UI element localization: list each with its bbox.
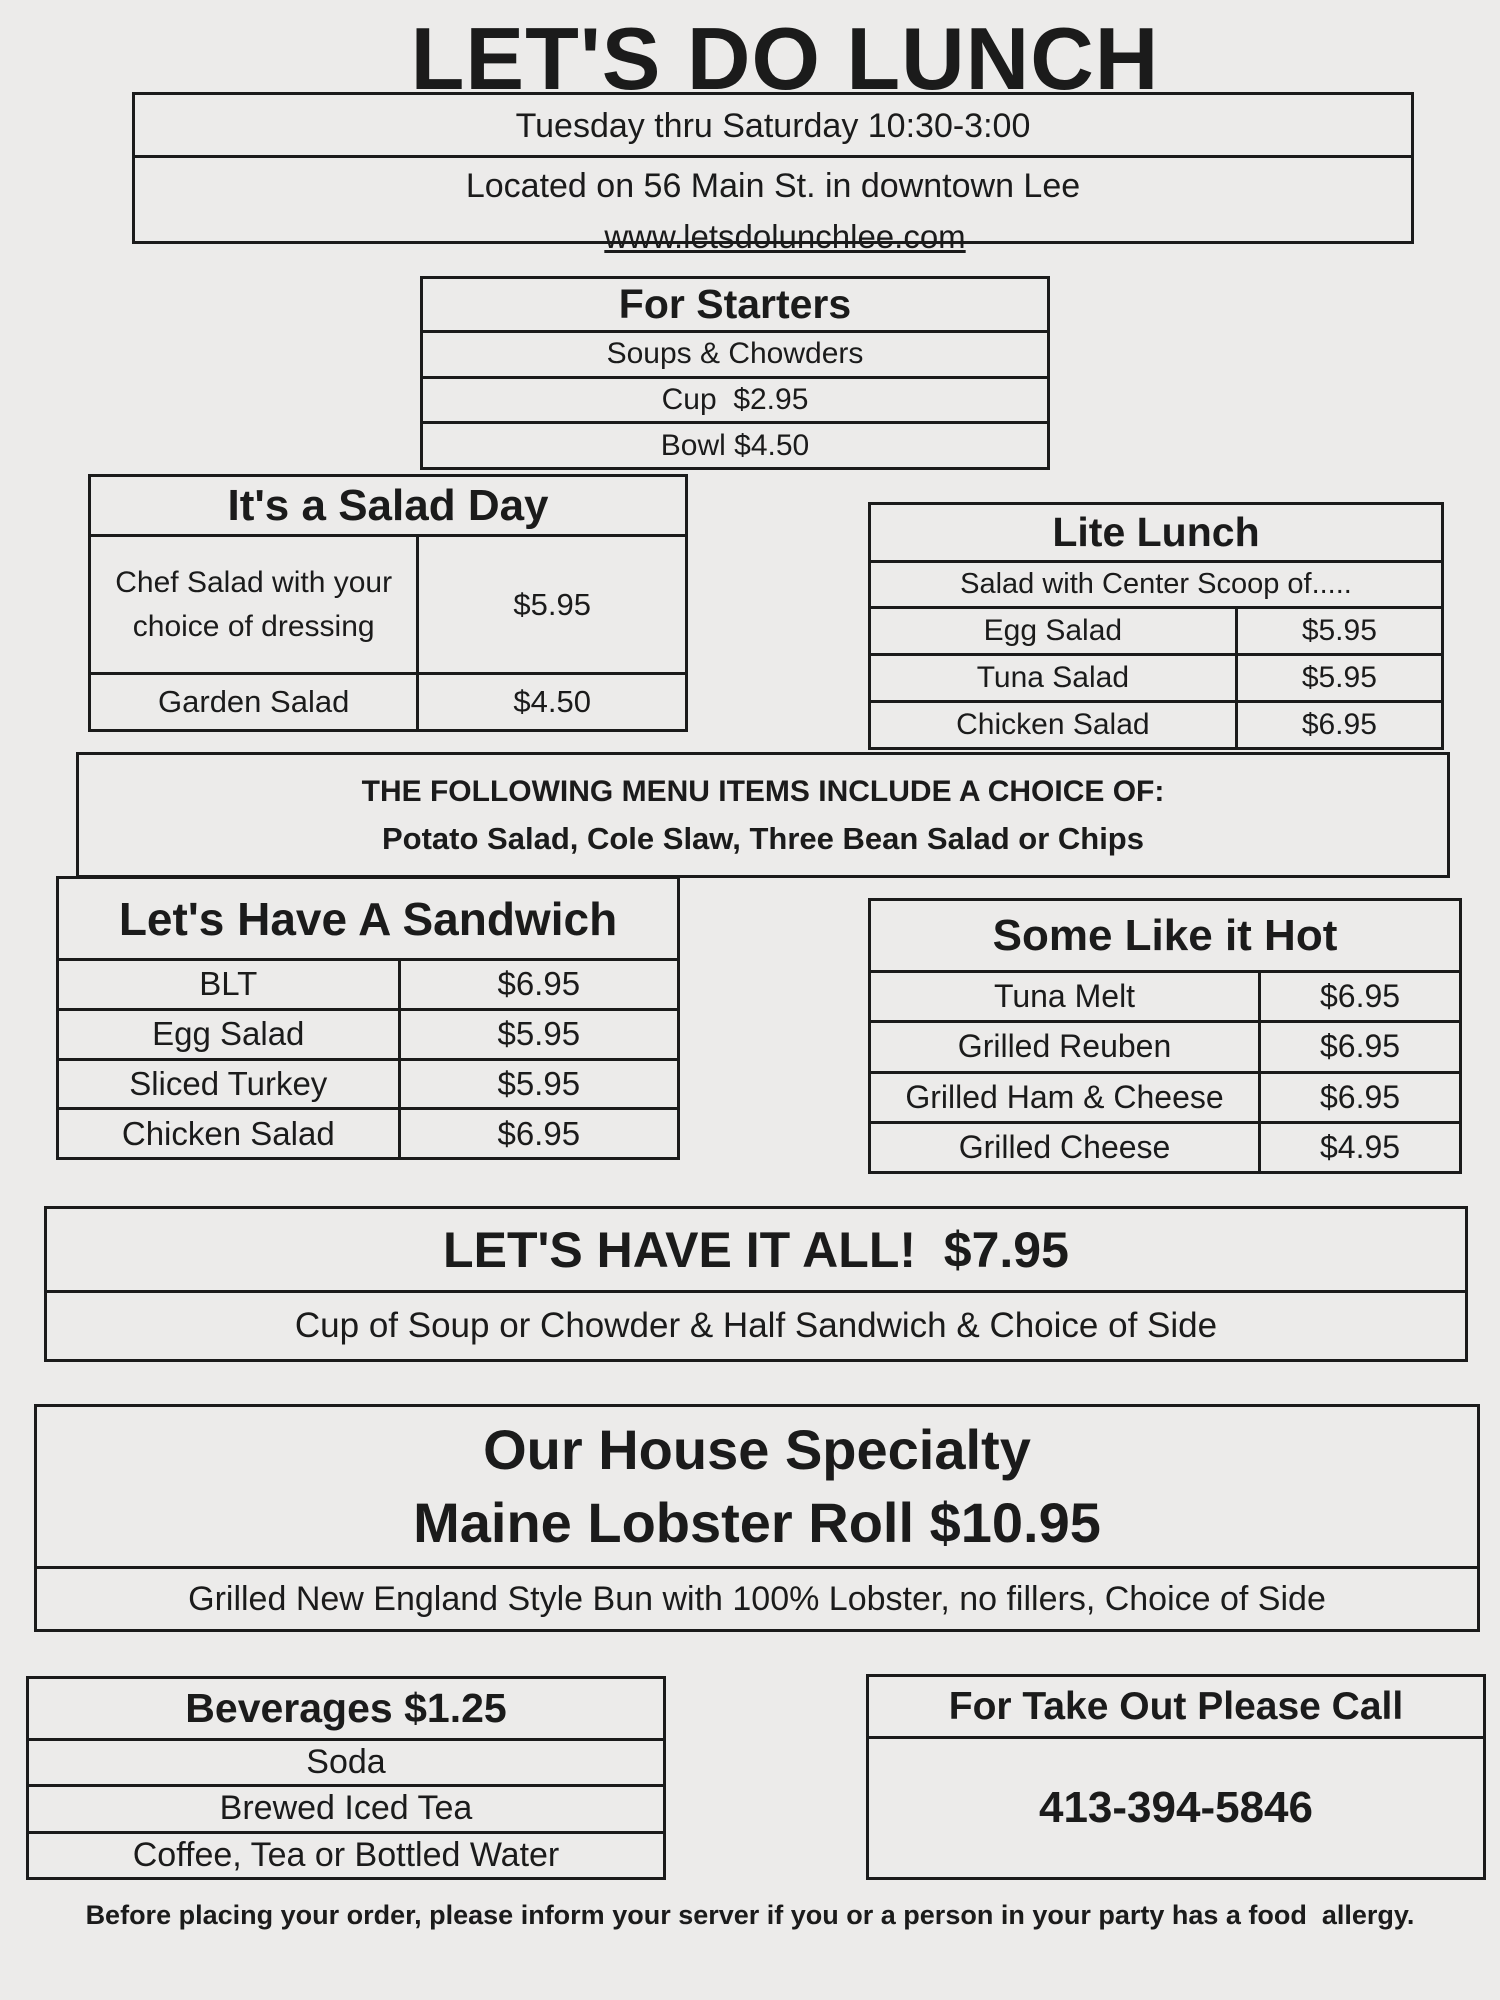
grilled-ham-cheese-name: Grilled Ham & Cheese — [870, 1072, 1260, 1122]
takeout-table — [866, 1674, 1486, 1880]
lite-lunch-subtitle: Salad with Center Scoop of..... — [870, 562, 1443, 608]
specialty-label: Our House Specialty — [483, 1417, 1031, 1481]
lite-lunch-title: Lite Lunch — [870, 504, 1443, 562]
starters-table — [420, 276, 1050, 470]
have-it-all-section — [44, 1206, 1468, 1362]
starters-section — [420, 276, 1050, 470]
starters-cup: Cup $2.95 — [422, 377, 1049, 423]
beverage-iced-tea: Brewed Iced Tea — [28, 1786, 665, 1832]
have-it-all-table — [44, 1206, 1468, 1362]
specialty-table — [34, 1404, 1480, 1632]
lite-tuna-salad-price: $5.95 — [1236, 654, 1442, 701]
lite-chicken-salad-name: Chicken Salad — [870, 701, 1237, 748]
chicken-salad-sandwich-price: $6.95 — [399, 1109, 678, 1159]
takeout-phone[interactable]: 413-394-5846 — [868, 1738, 1485, 1879]
lite-egg-salad-price: $5.95 — [1236, 607, 1442, 654]
starters-subtitle: Soups & Chowders — [422, 332, 1049, 378]
beverage-coffee-tea-water: Coffee, Tea or Bottled Water — [28, 1832, 665, 1878]
garden-salad-price: $4.50 — [418, 674, 687, 731]
beverages-title: Beverages $1.25 — [28, 1678, 665, 1740]
salad-day-title: It's a Salad Day — [90, 476, 687, 536]
egg-salad-sandwich-price: $5.95 — [399, 1009, 678, 1059]
location-text: Located on 56 Main St. in downtown Lee — [465, 167, 1081, 205]
info-divider — [135, 155, 1411, 158]
chef-salad-name: Chef Salad with your choice of dressing — [90, 536, 418, 674]
sandwich-title: Let's Have A Sandwich — [58, 878, 679, 960]
starters-bowl: Bowl $4.50 — [422, 423, 1049, 469]
grilled-cheese-price: $4.95 — [1260, 1122, 1461, 1172]
egg-salad-sandwich-name: Egg Salad — [58, 1009, 400, 1059]
chef-salad-price: $5.95 — [418, 536, 687, 674]
takeout-title: For Take Out Please Call — [868, 1676, 1485, 1738]
sandwich-section — [56, 876, 680, 1160]
starters-title: For Starters — [422, 278, 1049, 332]
sides-notice-box — [76, 752, 1450, 878]
blt-price: $6.95 — [399, 960, 678, 1010]
website-link[interactable]: www.letsdolunchlee.com — [604, 218, 966, 255]
salad-day-section — [88, 474, 688, 732]
have-it-all-description: Cup of Soup or Chowder & Half Sandwich & Choice of Side — [46, 1292, 1467, 1361]
beverages-table — [26, 1676, 666, 1880]
lite-egg-salad-name: Egg Salad — [870, 607, 1237, 654]
have-it-all-title: LET'S HAVE IT ALL! $7.95 — [46, 1208, 1467, 1292]
garden-salad-name: Garden Salad — [90, 674, 418, 731]
hot-title: Some Like it Hot — [870, 900, 1461, 972]
hours-text: Tuesday thru Saturday 10:30-3:00 — [515, 107, 1031, 145]
hot-section — [868, 898, 1462, 1174]
lite-lunch-section — [868, 502, 1444, 750]
sides-notice-options: Potato Salad, Cole Slaw, Three Bean Salad or Chips — [382, 821, 1144, 856]
lobster-roll-title: Maine Lobster Roll $10.95 — [413, 1490, 1101, 1554]
chicken-salad-sandwich-name: Chicken Salad — [58, 1109, 400, 1159]
specialty-description: Grilled New England Style Bun with 100% Lobster, no fillers, Choice of Side — [36, 1568, 1479, 1631]
lite-lunch-table — [868, 502, 1444, 750]
specialty-headline — [36, 1406, 1479, 1568]
sliced-turkey-name: Sliced Turkey — [58, 1059, 400, 1109]
tuna-melt-price: $6.95 — [1260, 972, 1461, 1022]
grilled-reuben-name: Grilled Reuben — [870, 1022, 1260, 1072]
hot-table — [868, 898, 1462, 1174]
sliced-turkey-price: $5.95 — [399, 1059, 678, 1109]
grilled-ham-cheese-price: $6.95 — [1260, 1072, 1461, 1122]
specialty-section — [34, 1404, 1480, 1632]
allergy-notice: Before placing your order, please inform your server if you or a person in your party has a food allergy. — [85, 1900, 1415, 1930]
sandwich-table — [56, 876, 680, 1160]
lite-chicken-salad-price: $6.95 — [1236, 701, 1442, 748]
lite-tuna-salad-name: Tuna Salad — [870, 654, 1237, 701]
menu-title: LET'S DO LUNCH — [410, 9, 1160, 108]
sides-notice-heading: THE FOLLOWING MENU ITEMS INCLUDE A CHOICE OF: — [361, 775, 1165, 808]
grilled-reuben-price: $6.95 — [1260, 1022, 1461, 1072]
takeout-section — [866, 1674, 1486, 1880]
grilled-cheese-name: Grilled Cheese — [870, 1122, 1260, 1172]
blt-name: BLT — [58, 960, 400, 1010]
beverages-section — [26, 1676, 666, 1880]
tuna-melt-name: Tuna Melt — [870, 972, 1260, 1022]
beverage-soda: Soda — [28, 1740, 665, 1786]
salad-day-table — [88, 474, 688, 732]
